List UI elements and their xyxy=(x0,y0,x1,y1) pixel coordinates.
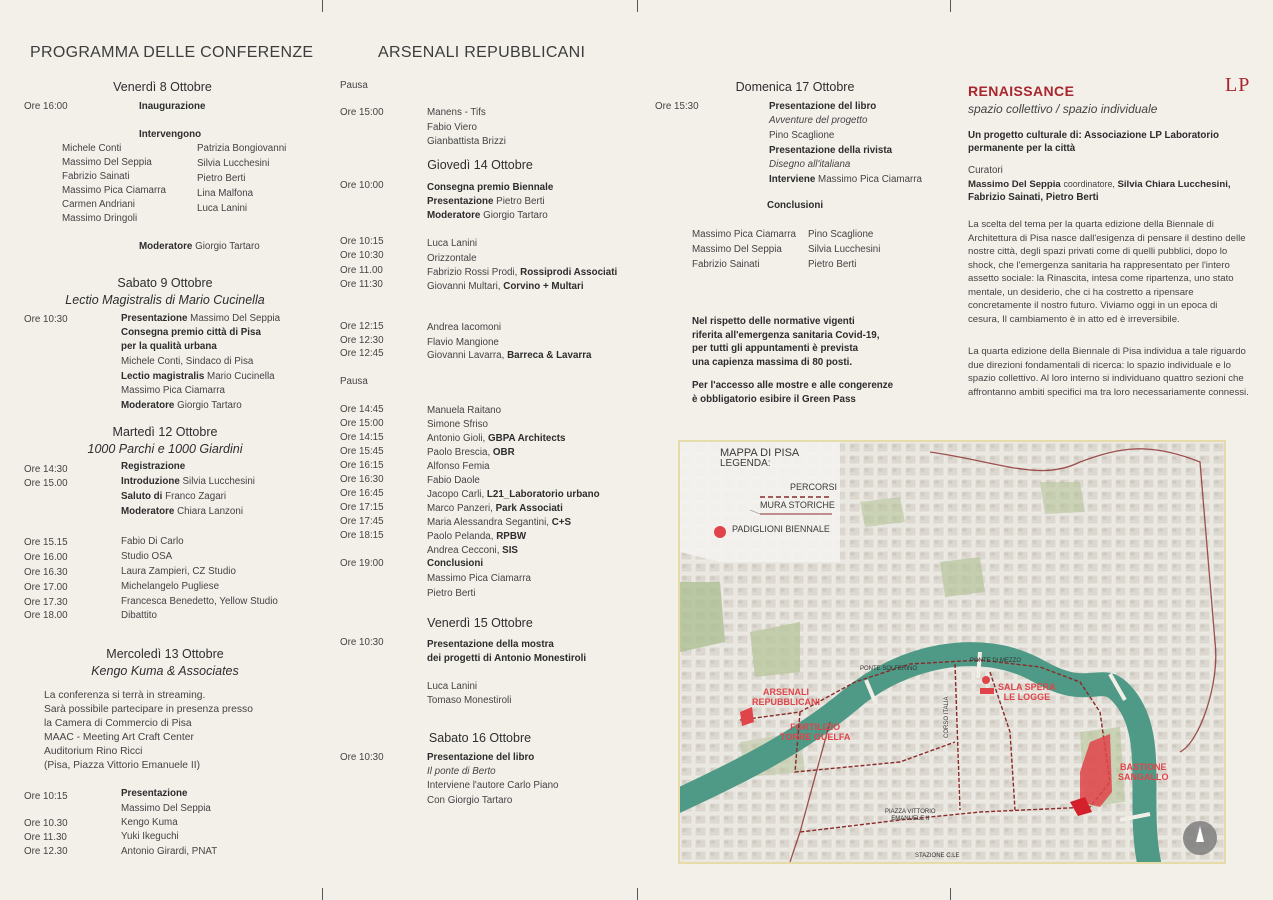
time: Ore 15:00 xyxy=(340,418,384,429)
speaker: Paolo Brescia, OBR xyxy=(427,447,515,458)
moderator: Moderatore Giorgio Tartaro xyxy=(139,241,260,252)
speaker: Silvia Lucchesini xyxy=(197,158,270,169)
time: Ore 10:30 xyxy=(340,250,384,261)
speaker: Laura Zampieri, CZ Studio xyxy=(121,566,236,577)
speaker: Massimo Pica Ciamarra xyxy=(427,573,531,584)
speaker: Tomaso Monestiroli xyxy=(427,695,512,706)
project-credit: Un progetto culturale di: Associazione LP Laboratorio permanente per la città xyxy=(968,130,1219,154)
book-title: Il ponte di Berto xyxy=(427,766,496,777)
speaker: Massimo Pica Ciamarra xyxy=(121,385,225,396)
time: Ore 19:00 xyxy=(340,558,384,569)
section-subtitle: spazio collettivo / spazio individuale xyxy=(968,102,1158,116)
time: Ore 14:30 xyxy=(24,464,68,475)
speaker: Con Giorgio Tartaro xyxy=(427,795,513,806)
curators-label: Curatori xyxy=(968,165,1003,176)
time: Ore 16:45 xyxy=(340,488,384,499)
event-line: Interviene Massimo Pica Ciamarra xyxy=(769,174,923,185)
time: Ore 11.30 xyxy=(24,832,67,843)
speaker: Interviene l'autore Carlo Piano xyxy=(427,780,559,791)
event-line: Introduzione Silvia Lucchesini xyxy=(121,476,255,487)
speaker: Andrea Iacomoni xyxy=(427,322,502,333)
event-line: Presentazione della mostra xyxy=(427,639,554,650)
speaker: Fabrizio Sainati xyxy=(62,171,130,182)
day-heading: Venerdì 15 Ottobre xyxy=(427,616,533,630)
speaker: Pino Scaglione xyxy=(808,229,874,240)
time: Ore 16.00 xyxy=(24,552,68,563)
speaker: Gianbattista Brizzi xyxy=(427,136,506,147)
speaker: Pietro Berti xyxy=(808,259,857,270)
speaker: Giovanni Multari, Corvino + Multari xyxy=(427,281,584,292)
speaker: Carmen Andriani xyxy=(62,199,135,210)
speaker: Massimo Pica Ciamarra xyxy=(62,185,166,196)
speaker: Silvia Lucchesini xyxy=(808,244,881,255)
speaker: Luca Lanini xyxy=(427,681,478,692)
legend-pavilions: PADIGLIONI BIENNALE xyxy=(732,524,830,534)
time: Ore 12.30 xyxy=(24,846,68,857)
info-line: La conferenza si terrà in streaming. xyxy=(44,690,206,701)
speaker: Antonio Gioli, GBPA Architects xyxy=(427,433,566,444)
day-heading: Venerdì 8 Ottobre xyxy=(113,80,212,94)
map-label-ponte-mezzo: PONTE DI MEZZO xyxy=(970,658,1021,664)
event-line: Presentazione del libro xyxy=(769,101,877,112)
event-line: Lectio magistralis Mario Cucinella xyxy=(121,371,275,382)
speaker: Massimo Pica Ciamarra xyxy=(692,229,796,240)
time: Ore 15:45 xyxy=(340,446,384,457)
time: Ore 10:15 xyxy=(340,236,384,247)
speaker: Jacopo Carli, L21_Laboratorio urbano xyxy=(427,489,600,500)
fold-mark xyxy=(322,0,323,12)
speaker: Fabio Viero xyxy=(427,122,477,133)
time: Ore 10:15 xyxy=(24,791,68,802)
speaker: Pietro Berti xyxy=(427,588,476,599)
speaker: Andrea Cecconi, SIS xyxy=(427,545,518,556)
speaker: Patrizia Bongiovanni xyxy=(197,143,287,154)
speaker: Michele Conti, Sindaco di Pisa xyxy=(121,356,254,367)
map-title: MAPPA DI PISA xyxy=(720,447,800,459)
info-line: MAAC - Meeting Art Craft Center xyxy=(44,732,194,743)
time: Ore 10:00 xyxy=(340,180,384,191)
time: Ore 10:30 xyxy=(340,637,384,648)
magazine-title: Disegno all'italiana xyxy=(769,159,851,170)
legend-walls: MURA STORICHE xyxy=(760,500,835,510)
time: Ore 10:30 xyxy=(340,752,384,763)
fold-mark xyxy=(637,888,638,900)
speaker: Michele Conti xyxy=(62,143,122,154)
fold-mark xyxy=(322,888,323,900)
speaker: Flavio Mangione xyxy=(427,337,499,348)
legend-routes: PERCORSI xyxy=(790,482,838,492)
map-label-piazza: PIAZZA VITTORIO EMANUELE II xyxy=(885,809,936,822)
event-line: Consegna premio Biennale xyxy=(427,182,554,193)
speaker: Massimo Del Seppia xyxy=(62,157,152,168)
speaker: Fabio Daole xyxy=(427,475,480,486)
time: Ore 18.00 xyxy=(24,610,68,621)
section-title: RENAISSANCE xyxy=(968,83,1075,99)
time: Ore 15:30 xyxy=(655,101,699,112)
speaker: Fabrizio Sainati xyxy=(692,259,760,270)
moderator: Moderatore Giorgio Tartaro xyxy=(121,400,242,411)
curators: Fabrizio Sainati, Pietro Berti xyxy=(968,192,1099,203)
fold-mark xyxy=(950,888,951,900)
speaker: Yuki Ikeguchi xyxy=(121,831,179,842)
city-map xyxy=(678,440,1226,864)
speaker: Manuela Raitano xyxy=(427,405,502,416)
day-heading: Mercoledì 13 Ottobre Kengo Kuma & Associates xyxy=(50,647,280,678)
speaker: Luca Lanini xyxy=(427,238,478,249)
day-heading: Martedì 12 Ottobre 1000 Parchi e 1000 Giardini xyxy=(50,425,280,456)
speaker: Manens - Tifs xyxy=(427,107,486,118)
map-label-fortilizio: FORTILIZIO TORRE GUELFA xyxy=(780,722,851,742)
curators: Massimo Del Seppia coordinatore, Silvia Chiara Lucchesini, xyxy=(968,179,1231,190)
speaker: Fabrizio Rossi Prodi, Rossiprodi Associati xyxy=(427,267,618,278)
time: Ore 10:30 xyxy=(24,314,68,325)
time: Ore 15.15 xyxy=(24,537,68,548)
time: Ore 17.00 xyxy=(24,582,68,593)
speaker: Simone Sfriso xyxy=(427,419,488,430)
map-label-logge: SALA SPERA LE LOGGE xyxy=(998,682,1056,702)
pause: Pausa xyxy=(340,80,368,91)
event-line: Registrazione xyxy=(121,461,186,472)
time: Ore 12:15 xyxy=(340,321,384,332)
time: Ore 10.30 xyxy=(24,818,68,829)
speaker: Marco Panzeri, Park Associati xyxy=(427,503,563,514)
speaker: Giovanni Lavarra, Barreca & Lavarra xyxy=(427,350,592,361)
speaker: Pietro Berti xyxy=(197,173,246,184)
speaker: Studio OSA xyxy=(121,551,173,562)
map-label-corso: CORSO ITALIA xyxy=(944,696,950,738)
map-label-ponte-solferino: PONTE SOLFERINO xyxy=(860,666,918,672)
speaker: Massimo Del Seppia xyxy=(121,803,211,814)
event-line: Presentazione del libro xyxy=(427,752,535,763)
book-title: Avventure del progetto xyxy=(769,115,868,126)
day-subtitle: Lectio Magistralis di Mario Cucinella xyxy=(65,293,265,307)
intro-paragraph: La quarta edizione della Biennale di Pisa individua a tale riguardo due direzioni fondamentali di ricerca: lo spazio individuale e lo spazio collettivo. Al loro interno si individuano quattro sezioni che affrontanno ambiti specifici ma tra loro necessariamente connessi. xyxy=(968,346,1249,398)
event-line: Presentazione Pietro Berti xyxy=(427,196,545,207)
time: Ore 16:30 xyxy=(340,474,384,485)
map-label-bastione: BASTIONE SANGALLO xyxy=(1118,762,1169,782)
info-line: Auditorium Rino Ricci xyxy=(44,746,143,757)
time: Ore 11.00 xyxy=(340,265,383,276)
speaker: Maria Alessandra Segantini, C+S xyxy=(427,517,572,528)
event-line: Conclusioni xyxy=(767,200,824,211)
speaker: Paolo Pelanda, RPBW xyxy=(427,531,527,542)
day-heading: Sabato 9 Ottobre Lectio Magistralis di Mario Cucinella xyxy=(50,276,280,307)
time: Ore 17:15 xyxy=(340,502,384,513)
speaker: Massimo Del Seppia xyxy=(692,244,782,255)
day-subtitle: 1000 Parchi e 1000 Giardini xyxy=(87,442,243,456)
speaker: Massimo Dringoli xyxy=(62,213,138,224)
event-line: Presentazione Massimo Del Seppia xyxy=(121,313,281,324)
moderator: Moderatore Giorgio Tartaro xyxy=(427,210,548,221)
time: Ore 11:30 xyxy=(340,279,383,290)
notice: Nel rispetto delle normative vigenti riferita all'emergenza sanitaria Covid-19, per tutti gli appuntamenti è prevista una capienza massima di 80 posti. xyxy=(692,316,880,368)
fold-mark xyxy=(637,0,638,12)
day-heading: Giovedì 14 Ottobre xyxy=(427,158,533,172)
speaker: Michelangelo Pugliese xyxy=(121,581,220,592)
time: Ore 14:45 xyxy=(340,404,384,415)
info-line: Sarà possibile partecipare in presenza presso xyxy=(44,704,253,715)
page-title: PROGRAMMA DELLE CONFERENZE xyxy=(30,44,314,61)
fold-mark xyxy=(950,0,951,12)
event-line: Saluto di Franco Zagari xyxy=(121,491,227,502)
time: Ore 12:45 xyxy=(340,348,384,359)
speaker: Dibattito xyxy=(121,610,157,621)
speaker: Kengo Kuma xyxy=(121,817,178,828)
time: Ore 15:00 xyxy=(340,107,384,118)
notice: Per l'accesso alle mostre e alle congerenze è obbligatorio esibire il Green Pass xyxy=(692,380,894,405)
speaker: Orizzontale xyxy=(427,253,477,264)
day-heading: Sabato 16 Ottobre xyxy=(428,731,532,745)
map-label-arsenali: ARSENALI REPUBBLICANI xyxy=(752,687,821,707)
time: Ore 12:30 xyxy=(340,335,384,346)
time: Ore 17.30 xyxy=(24,597,68,608)
day-heading: Domenica 17 Ottobre xyxy=(735,80,855,94)
speaker: Francesca Benedetto, Yellow Studio xyxy=(121,596,278,607)
time: Ore 17:45 xyxy=(340,516,384,527)
time: Ore 16.30 xyxy=(24,567,68,578)
pause: Pausa xyxy=(340,376,368,387)
event-title: Inaugurazione xyxy=(139,101,206,112)
speaker: Lina Malfona xyxy=(197,188,254,199)
time: Ore 15.00 xyxy=(24,478,68,489)
event-line: Presentazione xyxy=(121,788,188,799)
map-legend-title: LEGENDA: xyxy=(720,458,771,469)
time: Ore 18:15 xyxy=(340,530,384,541)
event-line: per la qualità urbana xyxy=(121,341,217,352)
event-line: Presentazione della rivista xyxy=(769,145,893,156)
event-title: Intervengono xyxy=(139,129,202,140)
moderator: Moderatore Chiara Lanzoni xyxy=(121,506,243,517)
speaker: Fabio Di Carlo xyxy=(121,536,184,547)
intro-paragraph: La scelta del tema per la quarta edizione della Biennale di Architettura di Pisa nasce dall'esigenza di pensare il destino delle nostre città, degli spazi privati come di quelli pubblici, dopo lo shock, che l'emergenza sanitaria ha rappresentato per l'intero assetto sociale: la Rinascita, intesa come ripartenza, uno stato mentale, un desiderio, che ci ha costretto a ripensare concretamente il nostro futuro. Viviamo oggi in un epoca di cesura, Il cambiamento è in atto ed è irreversibile. xyxy=(968,219,1246,325)
time: Ore 16:15 xyxy=(340,460,384,471)
speaker: Pino Scaglione xyxy=(769,130,835,141)
page-title: ARSENALI REPUBBLICANI xyxy=(378,44,586,61)
lp-logo: LP xyxy=(1225,74,1251,96)
map-label-stazione: STAZIONE C.LE xyxy=(915,853,960,859)
event-line: Consegna premio città di Pisa xyxy=(121,327,261,338)
info-line: la Camera di Commercio di Pisa xyxy=(44,718,192,729)
info-line: (Pisa, Piazza Vittorio Emanuele II) xyxy=(44,760,201,771)
speaker: Antonio Girardi, PNAT xyxy=(121,846,218,857)
speaker: Luca Lanini xyxy=(197,203,248,214)
speaker: Alfonso Femia xyxy=(427,461,490,472)
time: Ore 14:15 xyxy=(340,432,384,443)
event-line: Conclusioni xyxy=(427,558,484,569)
time: Ore 16:00 xyxy=(24,101,68,112)
event-line: dei progetti di Antonio Monestiroli xyxy=(427,653,587,664)
day-subtitle: Kengo Kuma & Associates xyxy=(91,664,239,678)
